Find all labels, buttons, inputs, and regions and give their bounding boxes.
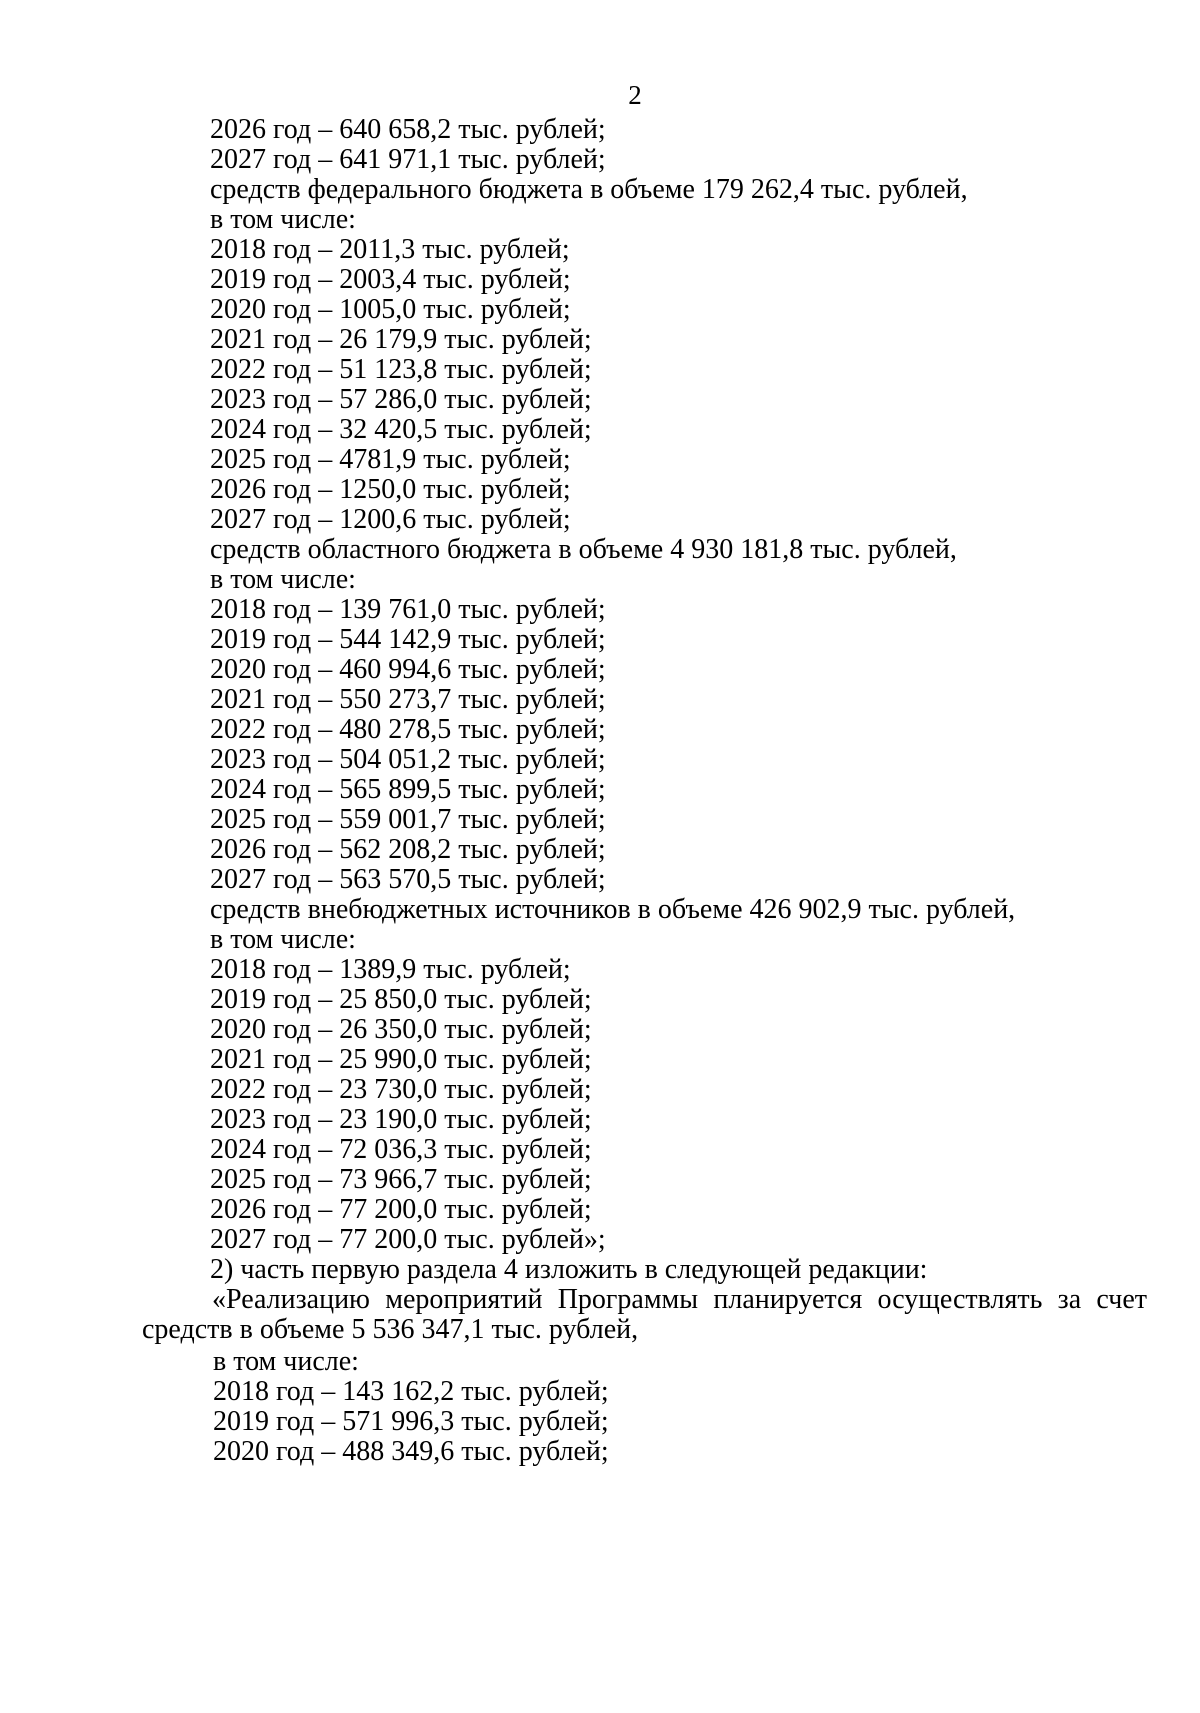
text-line: 2022 год – 51 123,8 тыс. рублей;	[210, 354, 592, 385]
text-line: 2018 год – 139 761,0 тыс. рублей;	[210, 594, 606, 625]
text-line: 2022 год – 23 730,0 тыс. рублей;	[210, 1074, 592, 1105]
text-line: 2024 год – 72 036,3 тыс. рублей;	[210, 1134, 592, 1165]
text-line: 2019 год – 571 996,3 тыс. рублей;	[213, 1406, 609, 1437]
text-line: 2023 год – 23 190,0 тыс. рублей;	[210, 1104, 592, 1135]
text-line: 2019 год – 25 850,0 тыс. рублей;	[210, 984, 592, 1015]
text-line: 2019 год – 544 142,9 тыс. рублей;	[210, 624, 606, 655]
text-line: 2018 год – 1389,9 тыс. рублей;	[210, 954, 571, 985]
text-line: 2018 год – 2011,3 тыс. рублей;	[210, 234, 570, 265]
text-line: 2020 год – 488 349,6 тыс. рублей;	[213, 1436, 609, 1467]
page-number: 2	[628, 80, 642, 110]
text-line: 2024 год – 565 899,5 тыс. рублей;	[210, 774, 606, 805]
extrabudget-heading: средств внебюджетных источников в объеме 426 902,9 тыс. рублей,	[210, 894, 1016, 925]
text-line: 2026 год – 77 200,0 тыс. рублей;	[210, 1194, 592, 1225]
text-line: 2025 год – 559 001,7 тыс. рублей;	[210, 804, 606, 835]
text-line: 2018 год – 143 162,2 тыс. рублей;	[213, 1376, 609, 1407]
text-line: 2023 год – 57 286,0 тыс. рублей;	[210, 384, 592, 415]
text-line: 2024 год – 32 420,5 тыс. рублей;	[210, 414, 592, 445]
text-line: 2020 год – 460 994,6 тыс. рублей;	[210, 654, 606, 685]
text-line: 2021 год – 550 273,7 тыс. рублей;	[210, 684, 606, 715]
text-line: 2025 год – 73 966,7 тыс. рублей;	[210, 1164, 592, 1195]
regional-heading: средств областного бюджета в объеме 4 930 181,8 тыс. рублей,	[210, 534, 957, 565]
text-line: 2026 год – 562 208,2 тыс. рублей;	[210, 834, 606, 865]
text-line: 2027 год – 1200,6 тыс. рублей;	[210, 504, 571, 535]
text-line: 2022 год – 480 278,5 тыс. рублей;	[210, 714, 606, 745]
text-line: 2026 год – 640 658,2 тыс. рублей;	[210, 114, 606, 145]
section4-quote-line2: средств в объеме 5 536 347,1 тыс. рублей,	[142, 1314, 639, 1345]
text-line: 2026 год – 1250,0 тыс. рублей;	[210, 474, 571, 505]
text-line: 2027 год – 641 971,1 тыс. рублей;	[210, 144, 606, 175]
text-line: 2021 год – 25 990,0 тыс. рублей;	[210, 1044, 592, 1075]
text-line: 2027 год – 563 570,5 тыс. рублей;	[210, 864, 606, 895]
text-line: 2023 год – 504 051,2 тыс. рублей;	[210, 744, 606, 775]
section4-item: 2) часть первую раздела 4 изложить в следующей редакции:	[210, 1254, 928, 1285]
section4-subheading: в том числе:	[213, 1346, 359, 1377]
federal-heading: средств федерального бюджета в объеме 179 262,4 тыс. рублей,	[210, 174, 968, 205]
federal-subheading: в том числе:	[210, 204, 356, 235]
extrabudget-subheading: в том числе:	[210, 924, 356, 955]
text-line: 2025 год – 4781,9 тыс. рублей;	[210, 444, 571, 475]
text-line: 2020 год – 26 350,0 тыс. рублей;	[210, 1014, 592, 1045]
text-line: 2020 год – 1005,0 тыс. рублей;	[210, 294, 571, 325]
section4-quote-line1: «Реализацию мероприятий Программы планируется осуществлять за счет	[212, 1284, 1147, 1315]
text-line: 2019 год – 2003,4 тыс. рублей;	[210, 264, 571, 295]
regional-subheading: в том числе:	[210, 564, 356, 595]
text-line: 2021 год – 26 179,9 тыс. рублей;	[210, 324, 592, 355]
text-line: 2027 год – 77 200,0 тыс. рублей»;	[210, 1224, 606, 1255]
